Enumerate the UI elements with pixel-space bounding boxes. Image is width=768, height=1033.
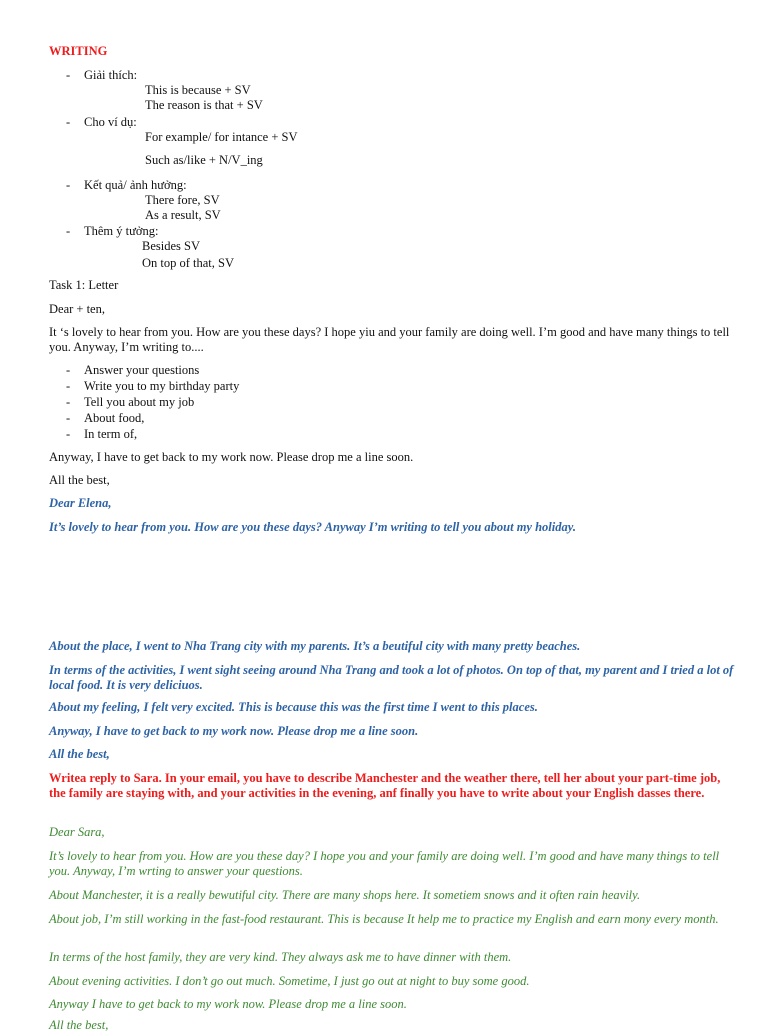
task-intro: It ‘s lovely to hear from you. How are you these days? I hope yiu and your family are doing well. I’m good and have many things to tell you. Anyway, I’m writing to....	[49, 325, 730, 354]
phrase: On top of that, SV	[142, 256, 235, 270]
section-label-example: Cho ví dụ:	[84, 115, 137, 129]
letter2-paragraph: Anyway I have to get back to my work now. Please drop me a line soon.	[49, 997, 407, 1011]
letter1-greeting: Dear Elena,	[49, 496, 112, 510]
letter1-paragraph: Anyway, I have to get back to my work now. Please drop me a line soon.	[49, 724, 419, 738]
task-greeting: Dear + ten,	[49, 302, 105, 316]
phrase: This is because + SV	[145, 83, 251, 97]
document-title: WRITING	[49, 44, 108, 58]
phrase: Besides SV	[142, 239, 200, 253]
letter1-intro: It’s lovely to hear from you. How are you these days? Anyway I’m writing to tell you about my holiday.	[49, 520, 576, 534]
letter2-greeting: Dear Sara,	[49, 825, 105, 839]
bullet-dash: -	[66, 411, 71, 425]
bullet-dash: -	[66, 427, 71, 441]
phrase: Such as/like + N/V_ing	[145, 153, 263, 167]
bullet-dash: -	[66, 68, 71, 82]
letter2-paragraph: About Manchester, it is a really bewutiful city. There are many shops here. It sometiem snows and it often rain heavily.	[49, 888, 641, 902]
writing-prompt: Writea reply to Sara. In your email, you have to describe Manchester and the weather there, tell her about your part-time job, the family are staying with, and your activities in the evening, anf finally you have to write about your English dasses there.	[49, 771, 721, 800]
section-label-result: Kết quả/ ảnh hưởng:	[84, 178, 187, 192]
bullet-dash: -	[66, 224, 71, 238]
letter2-paragraph: In terms of the host family, they are very kind. They always ask me to have dinner with them.	[49, 950, 512, 964]
bullet-dash: -	[66, 379, 71, 393]
task-signoff: All the best,	[49, 473, 110, 487]
list-item: About food,	[84, 411, 145, 425]
phrase: The reason is that + SV	[145, 98, 263, 112]
letter2-signoff: All the best,	[49, 1018, 109, 1032]
bullet-dash: -	[66, 363, 71, 377]
letter1-paragraph: About my feeling, I felt very excited. This is because this was the first time I went to this places.	[49, 700, 538, 714]
bullet-dash: -	[66, 115, 71, 129]
letter2-paragraph: About evening activities. I don’t go out much. Sometime, I just go out at night to buy some good.	[49, 974, 530, 988]
letter1-paragraph: In terms of the activities, I went sight seeing around Nha Trang and took a lot of photos. On top of that, my parent and I tried a lot of local food. It is very deliciuos.	[49, 663, 734, 692]
list-item: In term of,	[84, 427, 138, 441]
task-title: Task 1: Letter	[49, 278, 119, 292]
section-label-ideas: Thêm ý tưởng:	[84, 224, 159, 238]
phrase: For example/ for intance + SV	[145, 130, 298, 144]
section-label-explain: Giải thích:	[84, 68, 138, 82]
list-item: Tell you about my job	[84, 395, 195, 409]
letter1-signoff: All the best,	[49, 747, 110, 761]
letter2-paragraph: About job, I’m still working in the fast-food restaurant. This is because It help me to practice my English and earn mony every month.	[49, 912, 719, 926]
bullet-dash: -	[66, 178, 71, 192]
list-item: Write you to my birthday party	[84, 379, 240, 393]
letter2-intro: It’s lovely to hear from you. How are you these day? I hope you and your family are doing well. I’m good and have many things to tell you. Anyway, I’m wrting to answer your questions.	[49, 849, 720, 878]
list-item: Answer your questions	[84, 363, 200, 377]
letter1-paragraph: About the place, I went to Nha Trang city with my parents. It’s a beutiful city with many pretty beaches.	[49, 639, 581, 653]
phrase: There fore, SV	[145, 193, 220, 207]
task-closing-line: Anyway, I have to get back to my work now. Please drop me a line soon.	[49, 450, 414, 464]
phrase: As a result, SV	[145, 208, 221, 222]
bullet-dash: -	[66, 395, 71, 409]
